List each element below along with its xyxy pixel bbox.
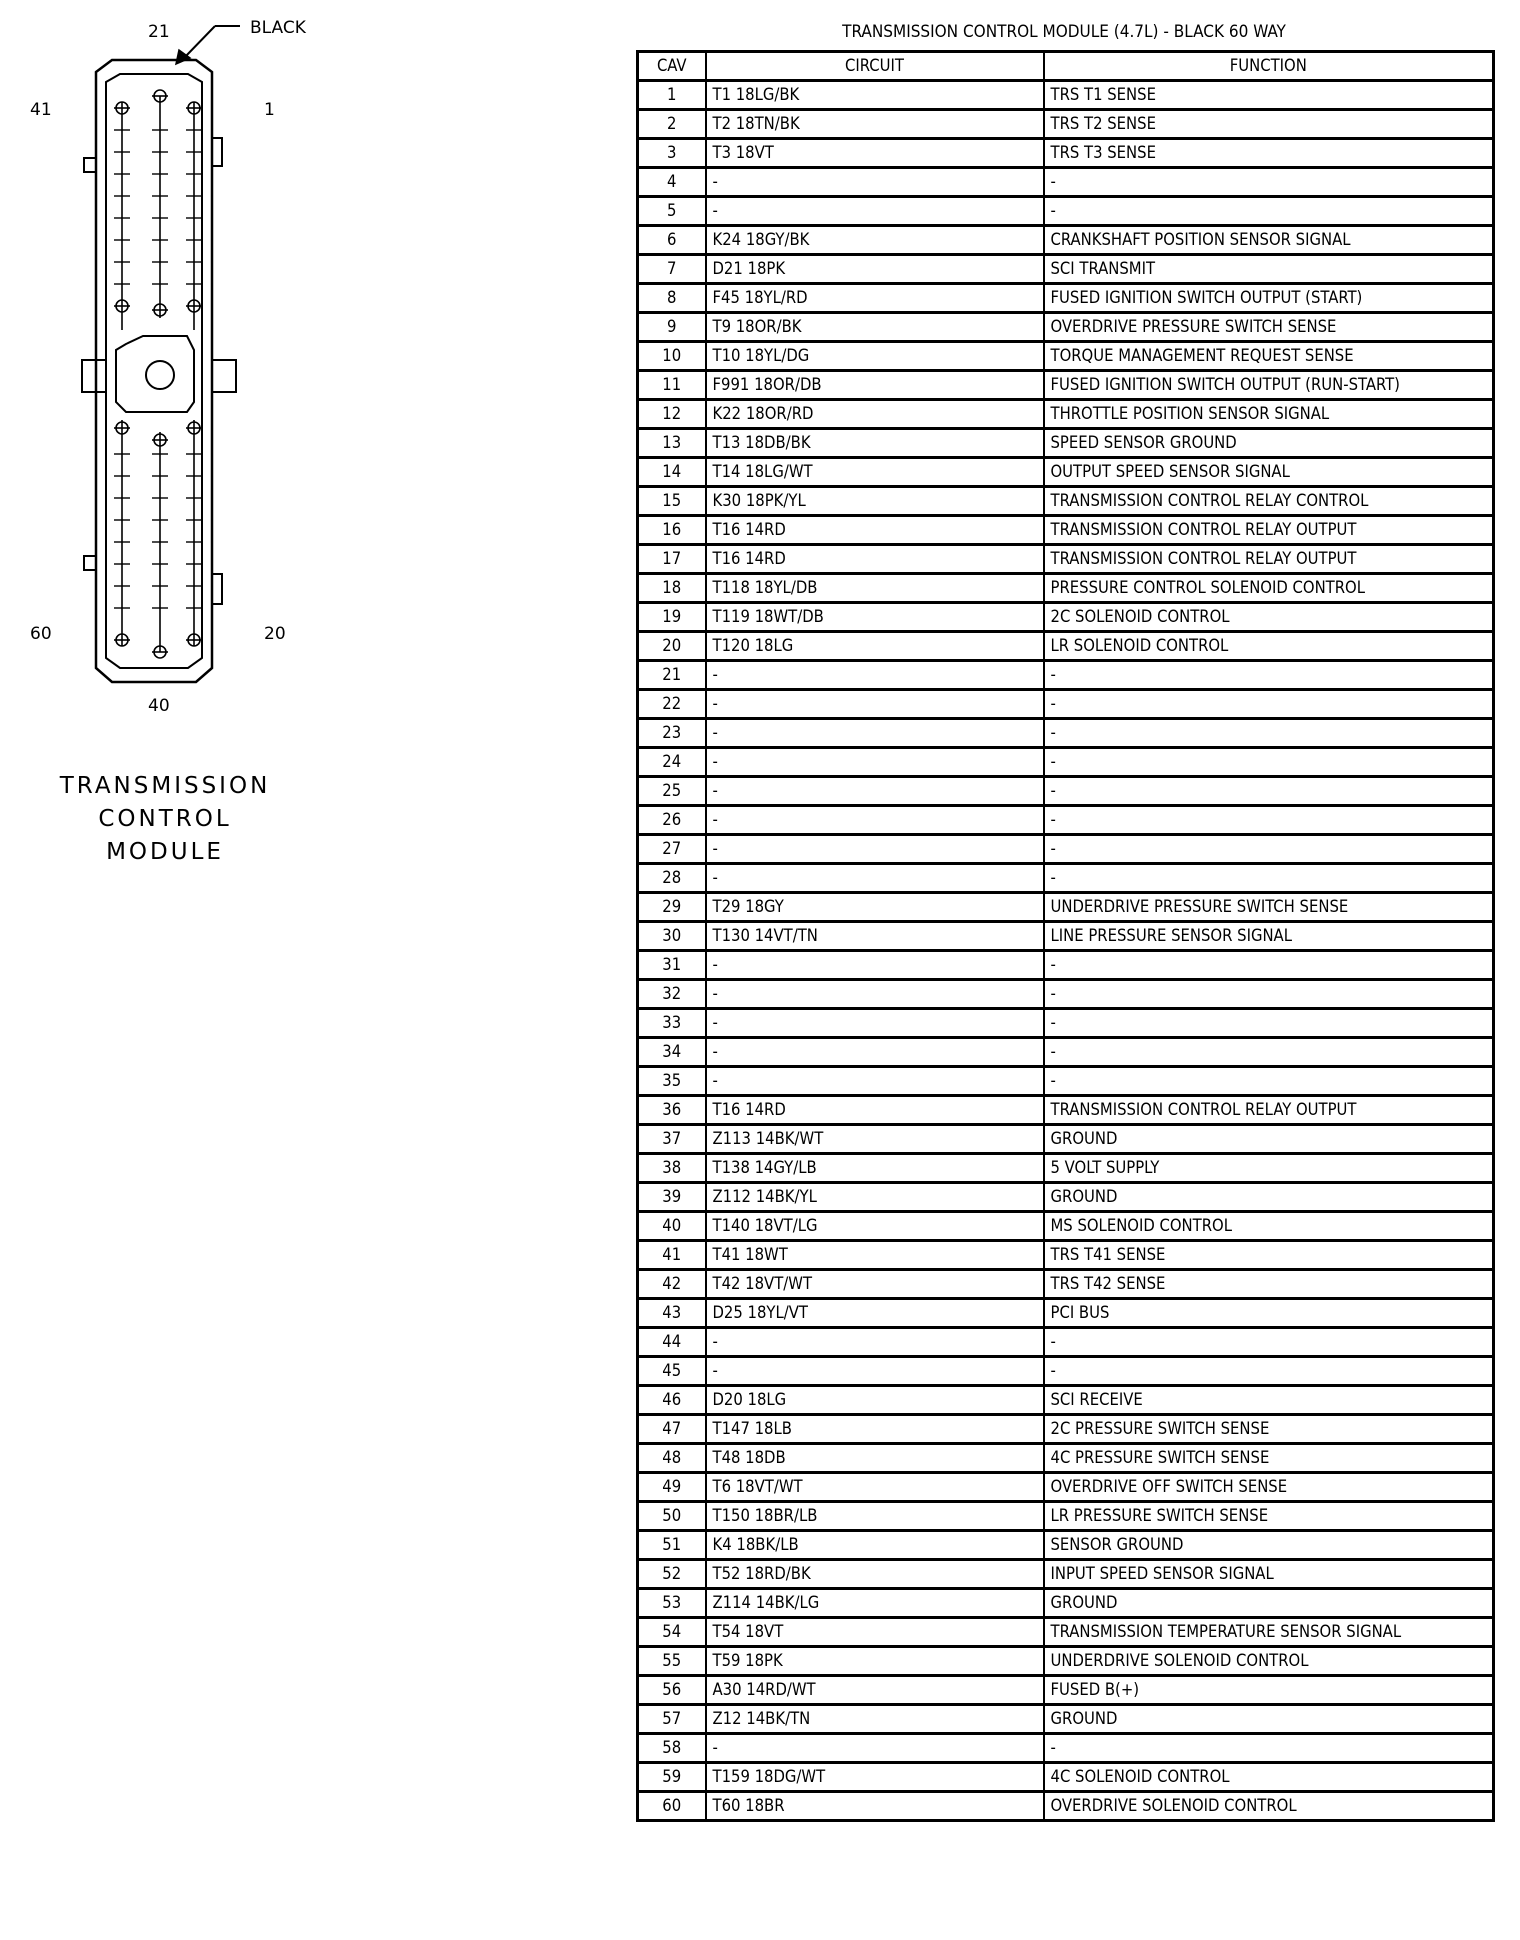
cav-cell: 19: [638, 603, 706, 632]
cav-cell: 31: [638, 951, 706, 980]
circuit-cell: -: [706, 197, 1044, 226]
function-cell: GROUND: [1044, 1183, 1494, 1212]
cav-cell: 51: [638, 1531, 706, 1560]
table-row: [638, 313, 1494, 342]
table-row: [638, 719, 1494, 748]
function-cell: OVERDRIVE OFF SWITCH SENSE: [1044, 1473, 1494, 1502]
function-cell: TRS T42 SENSE: [1044, 1270, 1494, 1299]
function-cell: -: [1044, 980, 1494, 1009]
circuit-cell: T14 18LG/WT: [706, 458, 1044, 487]
cav-cell: 12: [638, 400, 706, 429]
pinout-table: [636, 50, 1495, 1822]
cav-cell: 43: [638, 1299, 706, 1328]
cav-cell: 25: [638, 777, 706, 806]
circuit-cell: F45 18YL/RD: [706, 284, 1044, 313]
function-cell: -: [1044, 864, 1494, 893]
table-row: [638, 1357, 1494, 1386]
table-row: [638, 487, 1494, 516]
table-row: [638, 690, 1494, 719]
function-cell: SPEED SENSOR GROUND: [1044, 429, 1494, 458]
function-cell: OUTPUT SPEED SENSOR SIGNAL: [1044, 458, 1494, 487]
circuit-cell: T13 18DB/BK: [706, 429, 1044, 458]
module-title-line: MODULE: [106, 839, 224, 865]
circuit-cell: -: [706, 719, 1044, 748]
table-row: [638, 1705, 1494, 1734]
circuit-cell: -: [706, 777, 1044, 806]
connector-diagram: [0, 0, 620, 900]
cav-cell: 34: [638, 1038, 706, 1067]
circuit-cell: T48 18DB: [706, 1444, 1044, 1473]
table-row: [638, 951, 1494, 980]
table-row: [638, 1647, 1494, 1676]
header-function: FUNCTION: [1044, 52, 1494, 81]
table-row: [638, 1183, 1494, 1212]
table-row: [638, 864, 1494, 893]
table-row: [638, 1096, 1494, 1125]
function-cell: TRANSMISSION CONTROL RELAY OUTPUT: [1044, 545, 1494, 574]
function-cell: -: [1044, 690, 1494, 719]
cav-cell: 54: [638, 1618, 706, 1647]
circuit-cell: -: [706, 835, 1044, 864]
circuit-cell: T147 18LB: [706, 1415, 1044, 1444]
table-row: [638, 226, 1494, 255]
circuit-cell: -: [706, 980, 1044, 1009]
function-cell: -: [1044, 748, 1494, 777]
circuit-cell: T29 18GY: [706, 893, 1044, 922]
table-row: [638, 777, 1494, 806]
function-cell: TRS T3 SENSE: [1044, 139, 1494, 168]
table-row: [638, 893, 1494, 922]
cav-cell: 47: [638, 1415, 706, 1444]
circuit-cell: T130 14VT/TN: [706, 922, 1044, 951]
table-title: TRANSMISSION CONTROL MODULE (4.7L) - BLACK 60 WAY: [842, 22, 1286, 42]
circuit-cell: T150 18BR/LB: [706, 1502, 1044, 1531]
table-row: [638, 748, 1494, 777]
function-cell: UNDERDRIVE SOLENOID CONTROL: [1044, 1647, 1494, 1676]
circuit-cell: -: [706, 1038, 1044, 1067]
cav-cell: 14: [638, 458, 706, 487]
function-cell: TRANSMISSION CONTROL RELAY OUTPUT: [1044, 516, 1494, 545]
function-cell: SENSOR GROUND: [1044, 1531, 1494, 1560]
cav-cell: 26: [638, 806, 706, 835]
function-cell: CRANKSHAFT POSITION SENSOR SIGNAL: [1044, 226, 1494, 255]
circuit-cell: -: [706, 661, 1044, 690]
table-row: [638, 458, 1494, 487]
circuit-cell: T10 18YL/DG: [706, 342, 1044, 371]
connector-center-boss: [116, 336, 194, 412]
function-cell: -: [1044, 1009, 1494, 1038]
circuit-cell: -: [706, 806, 1044, 835]
table-row: [638, 1734, 1494, 1763]
circuit-cell: T16 14RD: [706, 545, 1044, 574]
function-cell: LR PRESSURE SWITCH SENSE: [1044, 1502, 1494, 1531]
circuit-cell: T119 18WT/DB: [706, 603, 1044, 632]
function-cell: 5 VOLT SUPPLY: [1044, 1154, 1494, 1183]
cav-cell: 46: [638, 1386, 706, 1415]
function-cell: -: [1044, 1328, 1494, 1357]
function-cell: TORQUE MANAGEMENT REQUEST SENSE: [1044, 342, 1494, 371]
table-row: [638, 342, 1494, 371]
function-cell: -: [1044, 806, 1494, 835]
circuit-cell: K30 18PK/YL: [706, 487, 1044, 516]
table-row: [638, 1676, 1494, 1705]
circuit-cell: T16 14RD: [706, 516, 1044, 545]
function-cell: 4C PRESSURE SWITCH SENSE: [1044, 1444, 1494, 1473]
circuit-cell: T52 18RD/BK: [706, 1560, 1044, 1589]
function-cell: OVERDRIVE PRESSURE SWITCH SENSE: [1044, 313, 1494, 342]
cav-cell: 13: [638, 429, 706, 458]
cav-cell: 8: [638, 284, 706, 313]
table-row: [638, 400, 1494, 429]
circuit-cell: K4 18BK/LB: [706, 1531, 1044, 1560]
circuit-cell: T16 14RD: [706, 1096, 1044, 1125]
cav-cell: 41: [638, 1241, 706, 1270]
cav-cell: 58: [638, 1734, 706, 1763]
table-row: [638, 980, 1494, 1009]
cav-cell: 56: [638, 1676, 706, 1705]
circuit-cell: -: [706, 1328, 1044, 1357]
cav-cell: 22: [638, 690, 706, 719]
cav-cell: 24: [638, 748, 706, 777]
function-cell: -: [1044, 1734, 1494, 1763]
function-cell: PCI BUS: [1044, 1299, 1494, 1328]
table-row: [638, 81, 1494, 110]
cav-cell: 42: [638, 1270, 706, 1299]
circuit-cell: T3 18VT: [706, 139, 1044, 168]
cav-cell: 32: [638, 980, 706, 1009]
cav-cell: 39: [638, 1183, 706, 1212]
cav-cell: 18: [638, 574, 706, 603]
table-row: [638, 1386, 1494, 1415]
cav-cell: 11: [638, 371, 706, 400]
cav-cell: 3: [638, 139, 706, 168]
table-row: [638, 922, 1494, 951]
circuit-cell: A30 14RD/WT: [706, 1676, 1044, 1705]
circuit-cell: K24 18GY/BK: [706, 226, 1044, 255]
cav-cell: 28: [638, 864, 706, 893]
cav-cell: 2: [638, 110, 706, 139]
function-cell: -: [1044, 951, 1494, 980]
function-cell: -: [1044, 835, 1494, 864]
cav-cell: 6: [638, 226, 706, 255]
black-callout-arrow: [176, 26, 240, 64]
function-cell: -: [1044, 777, 1494, 806]
header-circuit: CIRCUIT: [706, 52, 1044, 81]
function-cell: SCI RECEIVE: [1044, 1386, 1494, 1415]
cav-cell: 40: [638, 1212, 706, 1241]
connector-drawing: [0, 0, 620, 900]
table-row: [638, 516, 1494, 545]
table-row: [638, 1328, 1494, 1357]
table-row: [638, 110, 1494, 139]
cav-cell: 29: [638, 893, 706, 922]
function-cell: THROTTLE POSITION SENSOR SIGNAL: [1044, 400, 1494, 429]
table-row: [638, 197, 1494, 226]
cavity-label-20: 20: [264, 624, 286, 644]
table-row: [638, 168, 1494, 197]
table-row: [638, 1531, 1494, 1560]
table-row: [638, 1444, 1494, 1473]
function-cell: -: [1044, 1357, 1494, 1386]
table-row: [638, 1038, 1494, 1067]
table-row: [638, 1241, 1494, 1270]
circuit-cell: -: [706, 1067, 1044, 1096]
table-row: [638, 1560, 1494, 1589]
function-cell: TRS T2 SENSE: [1044, 110, 1494, 139]
table-header-row: [638, 52, 1494, 81]
table-row: [638, 1502, 1494, 1531]
function-cell: LINE PRESSURE SENSOR SIGNAL: [1044, 922, 1494, 951]
circuit-cell: T42 18VT/WT: [706, 1270, 1044, 1299]
table-row: [638, 835, 1494, 864]
connector-inner-wall: [106, 74, 202, 668]
table-row: [638, 603, 1494, 632]
table-row: [638, 255, 1494, 284]
function-cell: -: [1044, 168, 1494, 197]
function-cell: GROUND: [1044, 1589, 1494, 1618]
cav-cell: 35: [638, 1067, 706, 1096]
function-cell: -: [1044, 1038, 1494, 1067]
function-cell: GROUND: [1044, 1705, 1494, 1734]
circuit-cell: -: [706, 748, 1044, 777]
header-cav: CAV: [638, 52, 706, 81]
cav-cell: 20: [638, 632, 706, 661]
function-cell: -: [1044, 197, 1494, 226]
table-row: [638, 1154, 1494, 1183]
function-cell: SCI TRANSMIT: [1044, 255, 1494, 284]
table-row: [638, 371, 1494, 400]
function-cell: TRS T1 SENSE: [1044, 81, 1494, 110]
circuit-cell: D21 18PK: [706, 255, 1044, 284]
cav-cell: 52: [638, 1560, 706, 1589]
cav-cell: 57: [638, 1705, 706, 1734]
cav-cell: 21: [638, 661, 706, 690]
cav-cell: 33: [638, 1009, 706, 1038]
circuit-cell: T138 14GY/LB: [706, 1154, 1044, 1183]
function-cell: 2C SOLENOID CONTROL: [1044, 603, 1494, 632]
table-row: [638, 574, 1494, 603]
circuit-cell: T60 18BR: [706, 1792, 1044, 1821]
circuit-cell: T6 18VT/WT: [706, 1473, 1044, 1502]
table-row: [638, 545, 1494, 574]
cav-cell: 37: [638, 1125, 706, 1154]
table-row: [638, 1792, 1494, 1821]
table-row: [638, 661, 1494, 690]
function-cell: FUSED IGNITION SWITCH OUTPUT (RUN-START): [1044, 371, 1494, 400]
circuit-cell: T59 18PK: [706, 1647, 1044, 1676]
cav-cell: 50: [638, 1502, 706, 1531]
table-row: [638, 1589, 1494, 1618]
table-body: [638, 81, 1494, 1821]
circuit-cell: F991 18OR/DB: [706, 371, 1044, 400]
circuit-cell: T120 18LG: [706, 632, 1044, 661]
circuit-cell: Z112 14BK/YL: [706, 1183, 1044, 1212]
circuit-cell: Z12 14BK/TN: [706, 1705, 1044, 1734]
circuit-cell: D20 18LG: [706, 1386, 1044, 1415]
function-cell: TRS T41 SENSE: [1044, 1241, 1494, 1270]
cav-cell: 53: [638, 1589, 706, 1618]
function-cell: UNDERDRIVE PRESSURE SWITCH SENSE: [1044, 893, 1494, 922]
circuit-cell: Z113 14BK/WT: [706, 1125, 1044, 1154]
circuit-cell: T118 18YL/DB: [706, 574, 1044, 603]
cavity-label-41: 41: [30, 100, 52, 120]
table-row: [638, 1763, 1494, 1792]
cav-cell: 36: [638, 1096, 706, 1125]
circuit-cell: -: [706, 1734, 1044, 1763]
cav-cell: 60: [638, 1792, 706, 1821]
cav-cell: 5: [638, 197, 706, 226]
circuit-cell: T41 18WT: [706, 1241, 1044, 1270]
circuit-cell: T2 18TN/BK: [706, 110, 1044, 139]
function-cell: TRANSMISSION TEMPERATURE SENSOR SIGNAL: [1044, 1618, 1494, 1647]
pin-rows: [114, 90, 202, 658]
table-row: [638, 1067, 1494, 1096]
table-row: [638, 1212, 1494, 1241]
cavity-label-21: 21: [148, 22, 170, 42]
function-cell: MS SOLENOID CONTROL: [1044, 1212, 1494, 1241]
table-row: [638, 1473, 1494, 1502]
circuit-cell: T9 18OR/BK: [706, 313, 1044, 342]
cav-cell: 30: [638, 922, 706, 951]
circuit-cell: T54 18VT: [706, 1618, 1044, 1647]
cav-cell: 10: [638, 342, 706, 371]
table-row: [638, 1270, 1494, 1299]
circuit-cell: -: [706, 1009, 1044, 1038]
cav-cell: 23: [638, 719, 706, 748]
function-cell: GROUND: [1044, 1125, 1494, 1154]
circuit-cell: -: [706, 690, 1044, 719]
table-row: [638, 1009, 1494, 1038]
circuit-cell: T159 18DG/WT: [706, 1763, 1044, 1792]
cav-cell: 17: [638, 545, 706, 574]
cav-cell: 16: [638, 516, 706, 545]
function-cell: -: [1044, 719, 1494, 748]
function-cell: INPUT SPEED SENSOR SIGNAL: [1044, 1560, 1494, 1589]
table-row: [638, 284, 1494, 313]
module-title: [40, 770, 290, 869]
module-title-line: CONTROL: [98, 806, 232, 832]
table-row: [638, 1415, 1494, 1444]
cavity-label-60: 60: [30, 624, 52, 644]
function-cell: 4C SOLENOID CONTROL: [1044, 1763, 1494, 1792]
table-row: [638, 1125, 1494, 1154]
function-cell: LR SOLENOID CONTROL: [1044, 632, 1494, 661]
table-row: [638, 1618, 1494, 1647]
table-row: [638, 1299, 1494, 1328]
function-cell: TRANSMISSION CONTROL RELAY OUTPUT: [1044, 1096, 1494, 1125]
circuit-cell: -: [706, 951, 1044, 980]
cav-cell: 49: [638, 1473, 706, 1502]
function-cell: FUSED B(+): [1044, 1676, 1494, 1705]
cavity-label-40: 40: [148, 696, 170, 716]
cav-cell: 27: [638, 835, 706, 864]
function-cell: TRANSMISSION CONTROL RELAY CONTROL: [1044, 487, 1494, 516]
function-cell: PRESSURE CONTROL SOLENOID CONTROL: [1044, 574, 1494, 603]
cav-cell: 38: [638, 1154, 706, 1183]
circuit-cell: -: [706, 1357, 1044, 1386]
function-cell: 2C PRESSURE SWITCH SENSE: [1044, 1415, 1494, 1444]
circuit-cell: -: [706, 168, 1044, 197]
cav-cell: 59: [638, 1763, 706, 1792]
circuit-cell: Z114 14BK/LG: [706, 1589, 1044, 1618]
cav-cell: 48: [638, 1444, 706, 1473]
cav-cell: 45: [638, 1357, 706, 1386]
circuit-cell: T140 18VT/LG: [706, 1212, 1044, 1241]
table-row: [638, 429, 1494, 458]
cavity-label-1: 1: [264, 100, 275, 120]
table-row: [638, 632, 1494, 661]
cav-cell: 1: [638, 81, 706, 110]
cav-cell: 15: [638, 487, 706, 516]
cav-cell: 9: [638, 313, 706, 342]
circuit-cell: K22 18OR/RD: [706, 400, 1044, 429]
circuit-cell: T1 18LG/BK: [706, 81, 1044, 110]
cav-cell: 4: [638, 168, 706, 197]
circuit-cell: D25 18YL/VT: [706, 1299, 1044, 1328]
circuit-cell: -: [706, 864, 1044, 893]
table-row: [638, 806, 1494, 835]
function-cell: FUSED IGNITION SWITCH OUTPUT (START): [1044, 284, 1494, 313]
function-cell: -: [1044, 661, 1494, 690]
table-row: [638, 139, 1494, 168]
function-cell: -: [1044, 1067, 1494, 1096]
cav-cell: 55: [638, 1647, 706, 1676]
module-title-line: TRANSMISSION: [59, 773, 271, 799]
cav-cell: 7: [638, 255, 706, 284]
function-cell: OVERDRIVE SOLENOID CONTROL: [1044, 1792, 1494, 1821]
cav-cell: 44: [638, 1328, 706, 1357]
connector-color-label: BLACK: [250, 18, 306, 38]
